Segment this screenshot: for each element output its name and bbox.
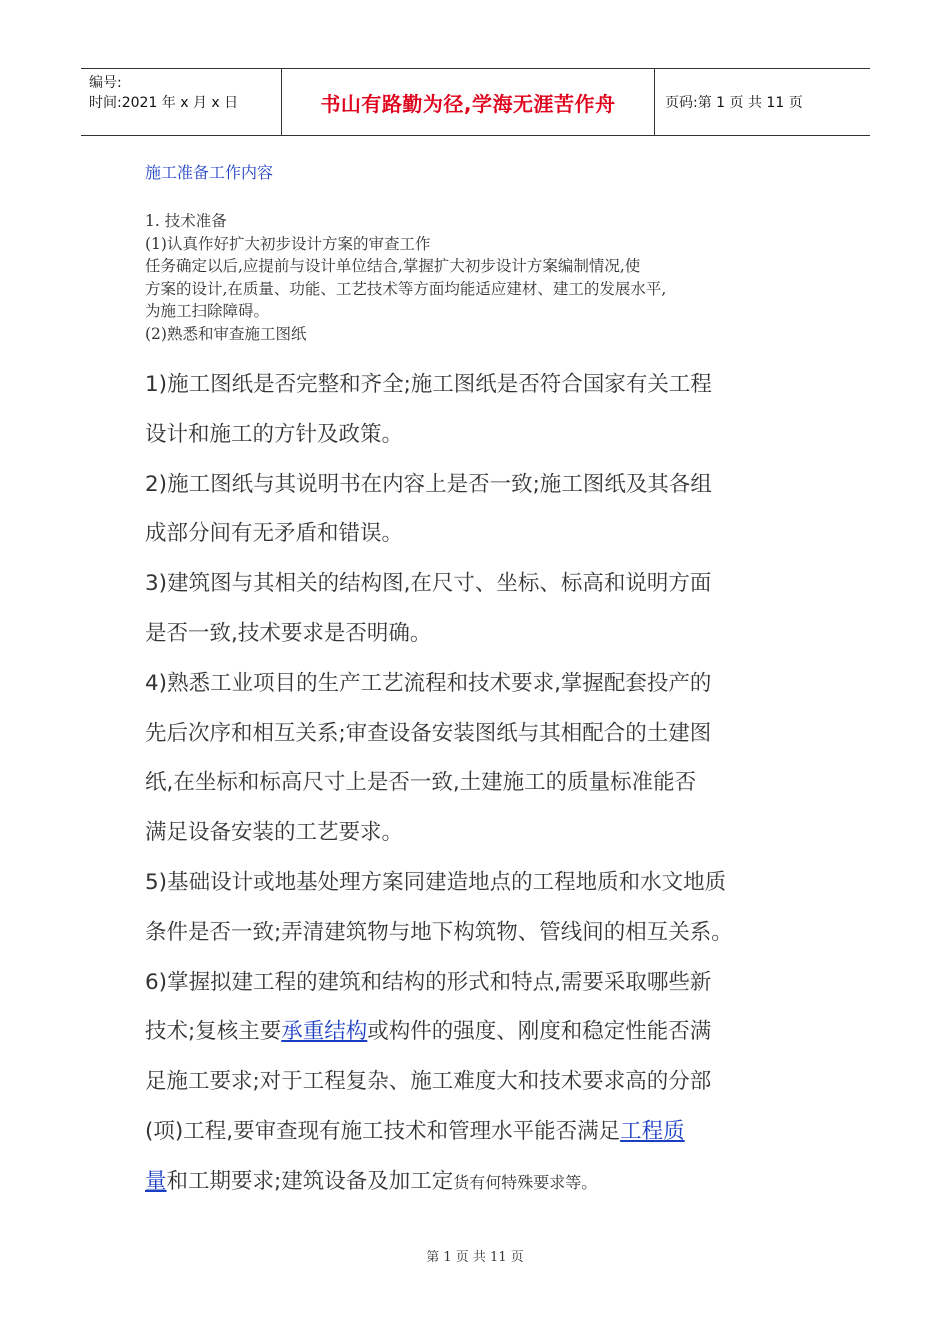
body-line: 2)施工图纸与其说明书在内容上是否一致;施工图纸及其各组 <box>145 471 712 497</box>
link-load-bearing-structure[interactable]: 承重结构 <box>281 1019 368 1045</box>
text-segment: 技术;复核主要 <box>145 1019 282 1045</box>
header-meta-cell <box>81 69 282 135</box>
body-line: 3)建筑图与其相关的结构图,在尺寸、坐标、标高和说明方面 <box>145 571 712 597</box>
text-segment: (项)工程,要审查现有施工技术和管理水平能否满足 <box>145 1118 621 1144</box>
body-line: 足施工要求;对于工程复杂、施工难度大和技术要求高的分部 <box>145 1069 712 1095</box>
body-line: 成部分间有无矛盾和错误。 <box>145 521 404 547</box>
page-footer: 第 1 页 共 11 页 <box>426 1250 524 1265</box>
link-engineering-quality-cont[interactable]: 量 <box>145 1168 167 1194</box>
text-segment-small: 货有何特殊要求等。 <box>453 1172 598 1192</box>
header-page-cell <box>655 69 870 135</box>
body-line: 纸,在坐标和标高尺寸上是否一致,土建施工的质量标准能否 <box>145 770 697 796</box>
header-motto-cell <box>282 69 655 135</box>
subheading-drawing-review: (2)熟悉和审查施工图纸 <box>145 324 307 343</box>
body-line-with-link <box>145 1107 815 1157</box>
body-line: 4)熟悉工业项目的生产工艺流程和技术要求,掌握配套投产的 <box>145 670 712 696</box>
intro-paragraph-line: 为施工扫除障碍。 <box>145 302 270 320</box>
review-items-section <box>145 360 815 1208</box>
intro-paragraph-line: 任务确定以后,应提前与设计单位结合,掌握扩大初步设计方案编制情况,使 <box>145 257 641 275</box>
body-line: 是否一致,技术要求是否明确。 <box>145 620 432 646</box>
subheading-design-review: (1)认真作好扩大初步设计方案的审查工作 <box>145 234 431 253</box>
header-motto: 书山有路勤为径,学海无涯苦作舟 <box>320 91 616 116</box>
body-line: 条件是否一致;弄清建筑物与地下构筑物、管线间的相互关系。 <box>145 919 733 945</box>
body-line: 6)掌握拟建工程的建筑和结构的形式和特点,需要采取哪些新 <box>145 969 712 995</box>
document-number-label: 编号: <box>89 75 122 91</box>
text-segment: 或构件的强度、刚度和稳定性能否满 <box>367 1019 712 1045</box>
text-segment: 和工期要求;建筑设备及加工定 <box>166 1168 454 1194</box>
body-line: 先后次序和相互关系;审查设备安装图纸与其相配合的土建图 <box>145 720 712 746</box>
header-page-info: 页码:第 1 页 共 11 页 <box>665 95 803 111</box>
section-heading-tech-prep: 1. 技术准备 <box>145 212 227 230</box>
body-line: 设计和施工的方针及政策。 <box>145 421 404 447</box>
body-line: 5)基础设计或地基处理方案同建造地点的工程地质和水文地质 <box>145 869 727 895</box>
page-header <box>81 68 870 136</box>
body-line: 1)施工图纸是否完整和齐全;施工图纸是否符合国家有关工程 <box>145 372 712 397</box>
link-engineering-quality[interactable]: 工程质 <box>620 1118 685 1144</box>
intro-section <box>145 210 825 345</box>
body-line: 满足设备安装的工艺要求。 <box>145 820 404 846</box>
document-time-label: 时间:2021 年 x 月 x 日 <box>89 95 239 111</box>
body-line-with-link <box>145 1157 815 1208</box>
document-title: 施工准备工作内容 <box>145 163 274 182</box>
body-line-with-link <box>145 1007 815 1057</box>
intro-paragraph-line: 方案的设计,在质量、功能、工艺技术等方面均能适应建材、建工的发展水平, <box>145 279 667 298</box>
